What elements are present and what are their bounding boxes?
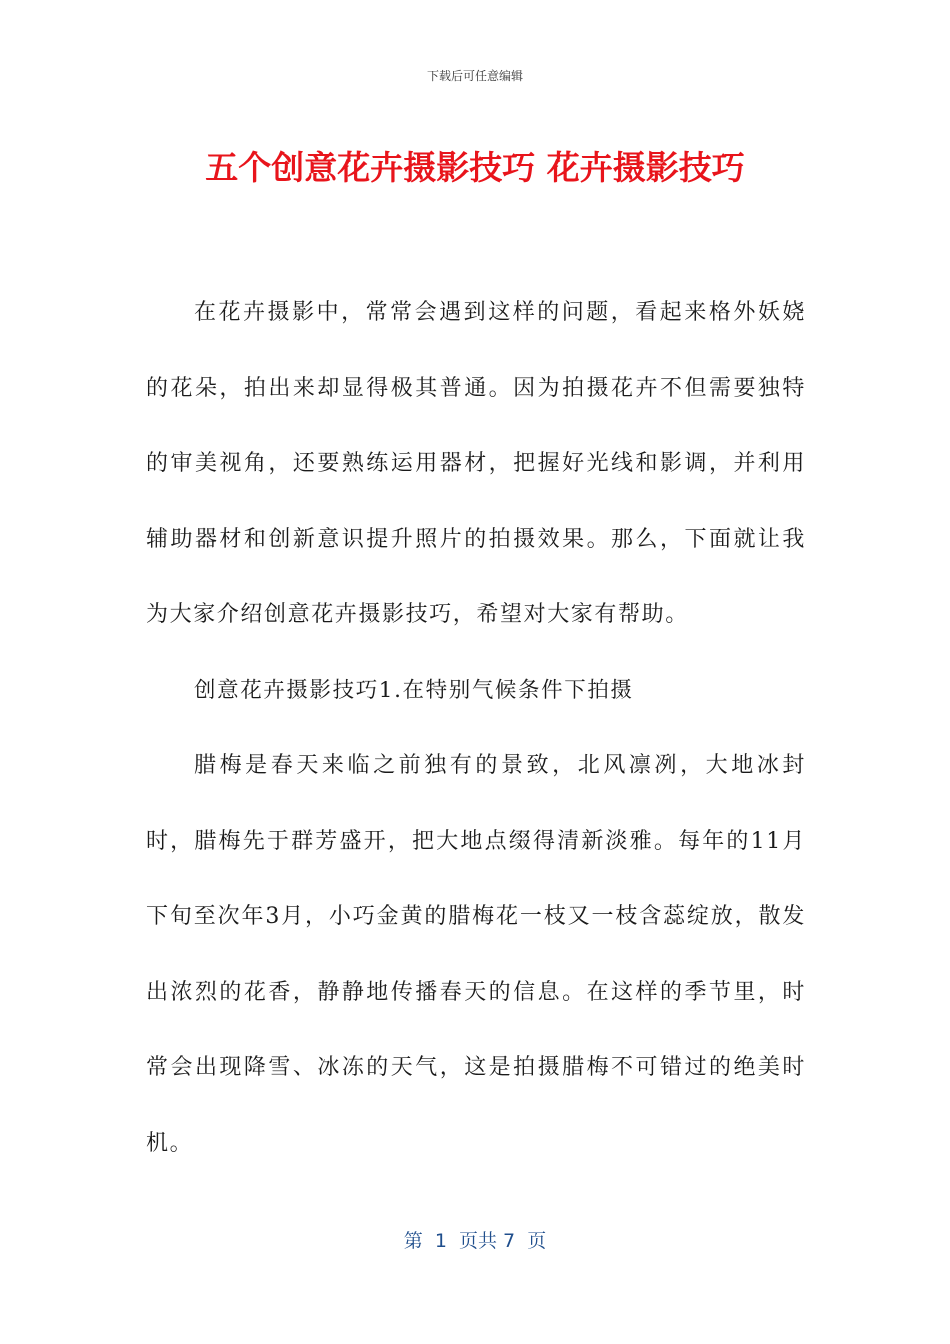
section-heading: 创意花卉摄影技巧1.在特别气候条件下拍摄 <box>194 677 634 703</box>
document-title: 五个创意花卉摄影技巧 花卉摄影技巧 <box>205 148 745 187</box>
header-note: 下载后可任意编辑 <box>426 69 523 83</box>
paragraph-wintersweet: 腊梅是春天来临之前独有的景致，北风凛冽，大地冰封时，腊梅先于群芳盛开，把大地点缀得清新淡雅。每年的11月下旬至次年3月，小巧金黄的腊梅花一枝又一枝含蕊绽放，散发出浓烈的花香，静静地传播春天的信息。在这样的季节里，时常会出现降雪、冰冻的天气，这是拍摄腊梅不可错过的绝美时机。 <box>146 753 806 1156</box>
page-number: 第 1 页共 7 页 <box>403 1230 547 1252</box>
paragraph-intro: 在花卉摄影中，常常会遇到这样的问题，看起来格外妖娆的花朵，拍出来却显得极其普通。因为拍摄花卉不但需要独特的审美视角，还要熟练运用器材，把握好光线和影调，并利用辅助器材和创新意识提升照片的拍摄效果。那么，下面就让我为大家介绍创意花卉摄影技巧，希望对大家有帮助。 <box>146 300 806 627</box>
document-body <box>146 275 806 1181</box>
